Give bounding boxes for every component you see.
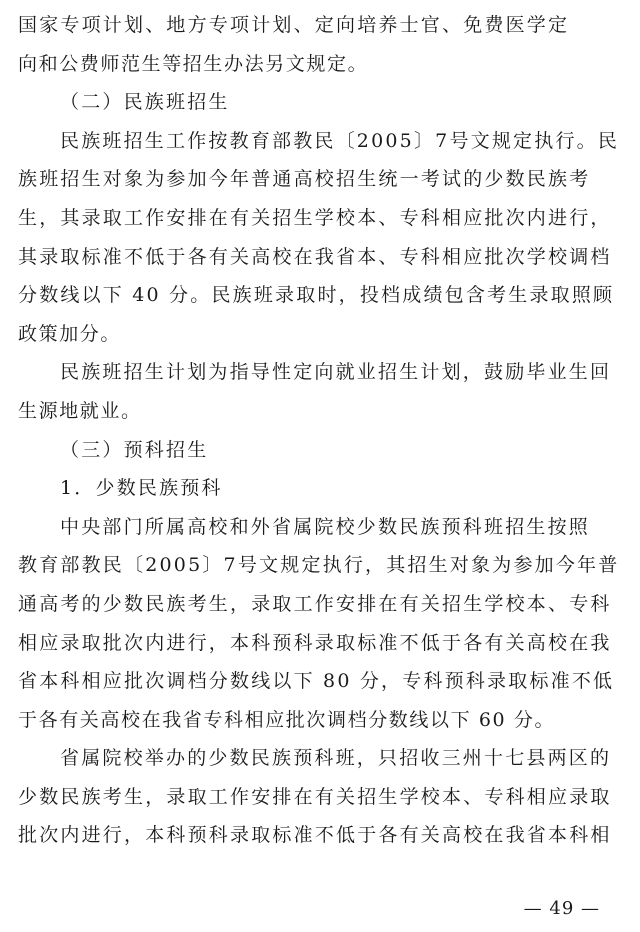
text-line: 相应录取批次内进行，本科预科录取标准不低于各有关高校在我: [18, 631, 612, 654]
text-line: 通高考的少数民族考生，录取工作安排在有关招生学校本、专科: [18, 592, 612, 615]
text-line: 其录取标准不低于各有关高校在我省本、专科相应批次学校调档: [18, 245, 612, 268]
text-line: 省本科相应批次调档分数线以下 80 分，专科预科录取标准不低: [18, 670, 615, 693]
paragraph-start: 民族班招生工作按教育部教民〔2005〕7号文规定执行。民: [60, 129, 620, 152]
body-text: [18, 6, 624, 855]
section-heading: （三）预科招生: [60, 438, 209, 461]
text-line: 生，其录取工作安排在有关招生学校本、专科相应批次内进行，: [18, 206, 612, 229]
paragraph-start: 中央部门所属高校和外省属院校少数民族预科班招生按照: [60, 515, 591, 538]
paragraph-start: 民族班招生计划为指导性定向就业招生计划，鼓励毕业生回: [60, 361, 612, 384]
text-line: 教育部教民〔2005〕7号文规定执行，其招生对象为参加今年普: [18, 554, 620, 577]
text-line: 批次内进行，本科预科录取标准不低于各有关高校在我省本科相: [18, 824, 612, 847]
section-heading: （二）民族班招生: [60, 91, 230, 114]
text-line: 于各有关高校在我省专科相应批次调档分数线以下 60 分。: [18, 708, 556, 731]
subsection-heading: 1．少数民族预科: [60, 477, 223, 500]
text-line: 向和公费师范生等招生办法另文规定。: [18, 52, 369, 75]
text-line: 政策加分。: [18, 322, 122, 345]
text-line: 国家专项计划、地方专项计划、定向培养士官、免费医学定: [18, 14, 570, 36]
text-line: 少数民族考生，录取工作安排在有关招生学校本、专科相应录取: [18, 785, 612, 808]
page-number: — 49 —: [523, 898, 600, 919]
text-line: 生源地就业。: [18, 399, 142, 422]
text-line: 族班招生对象为参加今年普通高校招生统一考试的少数民族考: [18, 168, 591, 191]
text-line: 分数线以下 40 分。民族班录取时，投档成绩包含考生录取照顾: [18, 284, 615, 307]
paragraph-start: 省属院校举办的少数民族预科班，只招收三州十七县两区的: [60, 747, 612, 770]
